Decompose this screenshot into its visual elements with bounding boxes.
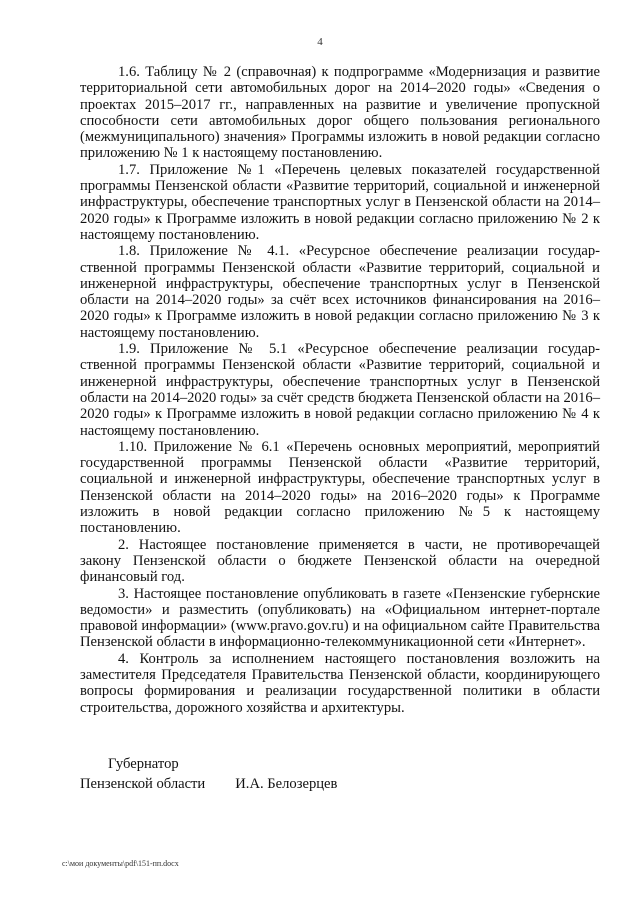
document-body [80,64,600,716]
footer-file-path: c:\мои документы\pdf\151-пп.docx [62,859,179,868]
paragraph-3: 3. Настоящее постановление опубликовать в газете «Пензенские губернские ведомости» и разместить (опубликовать) на «Официальном интернет-портале правовой информации» (www.pravo.gov.ru) и на официальном сайте Правительства Пензенской области в информационно-телекоммуникационной сети «Интернет». [80,585,600,651]
signature-row [80,774,480,794]
paragraph-1-8: 1.8. Приложение № 4.1. «Ресурсное обеспечение реализации государ-ственной программы Пензенской области «Развитие территорий, социальной и инженерной инфраструктуры, обеспечение транспортных услуг в Пензенской области на 2014–2020 годы» за счёт всех источников финансирования на 2016–2020 годы» к Программе изложить в новой редакции согласно приложению № 3 к настоящему постановлению. [80,243,600,341]
paragraph-1-10: 1.10. Приложение № 6.1 «Перечень основных мероприятий, мероприятий государственной программы Пензенской области «Развитие территорий, социальной и инженерной инфраструктуры, обеспечение транспортных услуг в Пензенской области на 2014–2020 годы» на 2016–2020 годы» к Программе изложить в новой редакции согласно приложению №5 к настоящему постановлению. [80,438,600,537]
signature-region: Пензенской области [80,776,206,792]
signature-name: И.А. Белозерцев [235,776,338,792]
signature-title: Губернатор [108,756,179,772]
page-number: 4 [317,36,323,48]
paragraph-1-9: 1.9. Приложение № 5.1 «Ресурсное обеспечение реализации государ-ственной программы Пензенской области «Развитие территорий, социальной и инженерной инфраструктуры, обеспечение транспортных услуг в Пензенской области на 2014–2020 годы» за счёт средств бюджета Пензенской области на 2016–2020 годы» к Программе изложить в новой редакции согласно приложению № 4 к настоящему постановлению. [80,341,600,439]
paragraph-1-7: 1.7. Приложение №1 «Перечень целевых показателей государственной программы Пензенской области «Развитие территорий, социальной и инженерной инфраструктуры, обеспечение транспортных услуг в Пензенской области на 2014–2020 годы» к Программе изложить в новой редакции согласно приложению № 2 к настоящему постановлению. [80,161,600,243]
paragraph-4: 4. Контроль за исполнением настоящего постановления возложить на заместителя Председателя Правительства Пензенской области, координирующего вопросы формирования и реализации государственной политики в области строительства, дорожного хозяйства и архитектуры. [80,650,600,716]
signature-block [80,754,480,794]
paragraph-2: 2. Настоящее постановление применяется в части, не противоречащей закону Пензенской области о бюджете Пензенской области на очередной финансовый год. [80,536,600,586]
paragraph-1-6: 1.6. Таблицу № 2 (справочная) к подпрограмме «Модернизация и развитие территориальной сети автомобильных дорог на 2014–2020 годы» «Сведения о проектах 2015–2017 гг., направленных на развитие и увеличение пропускной способности сети автомобильных дорог общего пользования регионального (межмуниципального) значения» Программы изложить в новой редакции согласно приложению № 1 к настоящему постановлению. [80,64,600,162]
